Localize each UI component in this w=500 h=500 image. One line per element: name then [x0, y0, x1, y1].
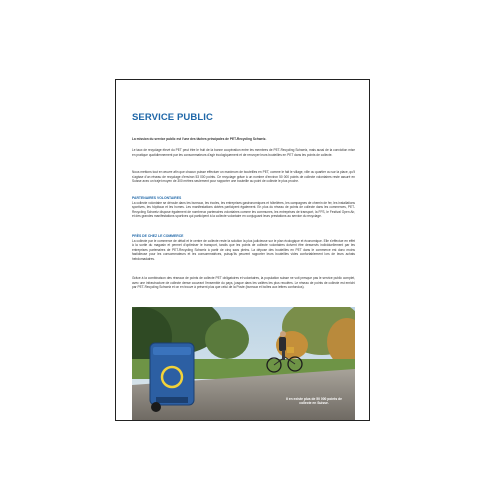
- section-text: La collecte volontaire se déroule dans les bureaux, les écoles, les entreprises gastronomiques et hôtelières, les campagnes de chemin de fer, les installations sportives, les hôpitaux et les homes. Les manifestations dotées participent également. En plus du réseau de points de collecte dans les commerces, PET-Recycling Schweiz dispose également de nombreux partenaires volontaires comme les communes, les entreprises de transport, la FFS, le Festival Open Air, et des grandes manifestations sportives qui participent à la collecte volontaire en conjuguant leurs prestations au service du recyclage.: [132, 200, 355, 219]
- body-paragraph: Grâce à la combinaison des réseaux de points de collecte PET obligatoires et volontaires, la population suisse ne voit presque pas le service public complet, avec une infrastructure de collecte dense couvrant l'ensemble du pays, jusque dans les vallées les plus reculées. Le réseau de points de collecte est enrichi par PET-Recycling Schweiz et on en trouve à présent plus que celui de la Poste (bureaux et boîtes aux lettres confondus).: [132, 276, 355, 290]
- section-commerce: [132, 234, 355, 262]
- section-heading: PARTENAIRES VOLONTAIRES: [132, 196, 182, 200]
- section-text: La collecte par le commerce de détail et le centre de collecte reste la solution la plus judicieuse sur le plan écologique et économique. Elle s'effectue en effet à la sortie du magasin et permet d'optimiser le transport, tandis que les points de collecte volontaires doivent être desservis individuellement par les entreprises partenaires de PET-Recycling Schweiz à partir de cinq sacs pleins. La dépose des bouteilles en PET dans le commerce est donc moins fastidieuse pour les consommateurs et les consommatrices, puisqu'ils peuvent rapporter leurs bouteilles vides confortablement lors de leurs achats hebdomadaires.: [132, 238, 355, 261]
- document-page: [115, 79, 370, 421]
- paragraph-1: [132, 148, 355, 157]
- pet-collection-bin: [150, 343, 194, 412]
- section-volunteers: [132, 196, 355, 219]
- body-paragraph: Le taux de recyclage élevé du PET peut être le fruit de la bonne coopération entre les membres de PET-Recycling Schweiz, mais aussi de la conviction mise en pratique quotidiennement par les consommateurs d'agir écologiquement et de renvoyer leurs bouteilles en PET dans les points de collecte.: [132, 148, 355, 157]
- body-paragraph: Nous mettons tout en œuvre afin que chacun puisse effectuer un maximum de bouteilles en PET, comme le fait le village, ville ou quartier ou sur la place, qu'il s'agisse d'un réseau de recyclage d'environ 53 000 points. Ce recyclage grâce à un nombre d'environ 50 000 points de collecte volontaires reste assuré en Suisse avec un trajet moyen de 300 mètres seulement pour rapporter une bouteille au point de collecte le plus proche.: [132, 170, 355, 184]
- paragraph-2: [132, 170, 355, 184]
- intro-text: La mission du service public est l'une des tâches principales de PET-Recycling Schweiz.: [132, 137, 267, 141]
- photo-caption: Il en existe plus de 50 000 points de collecte en Suisse.: [286, 397, 342, 406]
- closing-paragraph: [132, 276, 355, 290]
- section-heading: PRÈS DE CHEZ LE COMMERCE: [132, 234, 184, 238]
- intro-block: [132, 137, 355, 142]
- page-title: SERVICE PUBLIC: [132, 112, 213, 123]
- recycling-photo: [132, 307, 355, 420]
